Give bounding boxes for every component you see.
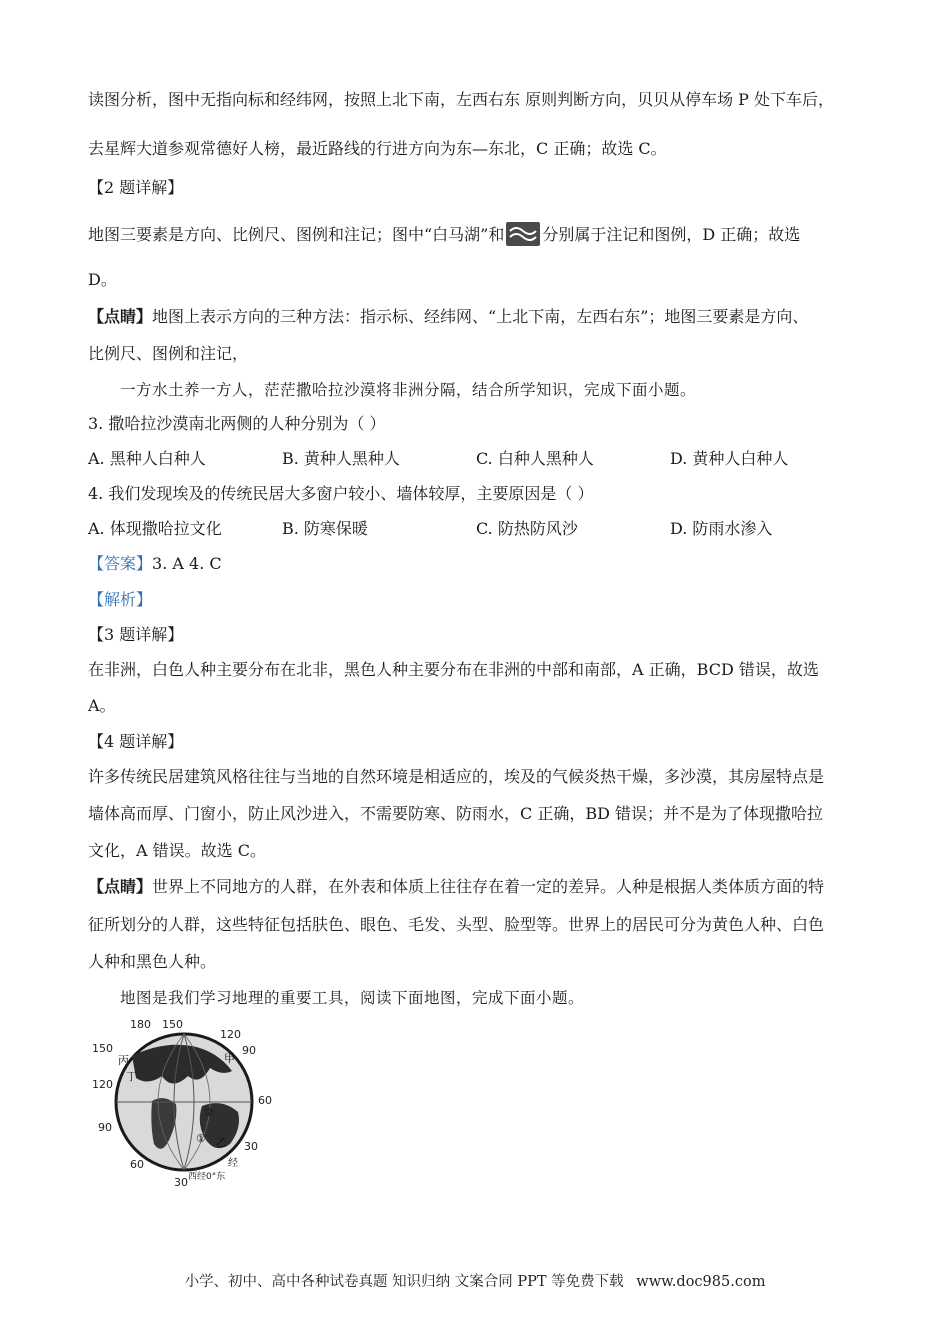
globe-label-150-top: 150 <box>162 1018 183 1031</box>
globe-label-180: 180 <box>130 1018 151 1031</box>
globe-label-90-top: 90 <box>242 1044 256 1057</box>
footer-url[interactable]: www.doc985.com <box>636 1274 766 1290</box>
tip1-text: 地图上表示方向的三种方法：指示标、经纬网、“上北下南，左西右东”；地图三要素是方向、 <box>152 307 809 326</box>
page-footer <box>0 1270 950 1291</box>
q4-option-b: B. 防寒保暖 <box>282 519 368 538</box>
tip1-line-2: 比例尺、图例和注记， <box>88 344 249 363</box>
answer-line <box>88 554 222 574</box>
globe-label-bing: 丙 <box>118 1054 129 1067</box>
question-3: 3. 撒哈拉沙漠南北两侧的人种分别为（ ） <box>88 414 386 433</box>
footer-text: 小学、初中、高中各种试卷真题 知识归纳 文案合同 PPT 等免费下载 <box>184 1274 624 1290</box>
globe-label-bottom: 西经0°东 <box>188 1172 226 1182</box>
globe-label-60-right: 60 <box>258 1094 272 1107</box>
question-4: 4. 我们发现埃及的传统民居大多窗户较小、墙体较厚，主要原因是（ ） <box>88 484 594 503</box>
q3-option-c: C. 白种人黑种人 <box>476 449 594 468</box>
intro-passage-2: 一方水土养一方人，茫茫撒哈拉沙漠将非洲分隔，结合所学知识，完成下面小题。 <box>120 381 697 399</box>
q4-option-c: C. 防热防风沙 <box>476 519 578 538</box>
globe-label-30-bottom: 30 <box>174 1176 188 1188</box>
q2-detail-heading: 【2 题详解】 <box>88 178 184 197</box>
q2-line-1 <box>88 222 800 246</box>
q4-detail-line-2: 墙体高而厚、门窗小，防止风沙进入，不需要防寒、防雨水，C 正确，BD 错误；并不是为了体现撒哈拉 <box>88 804 824 823</box>
line-p1-1: 读图分析，图中无指向标和经纬网，按照上北下南，左西右东 原则判断方向，贝贝从停车场 P 处下车后， <box>88 90 835 109</box>
globe-label-90-left: 90 <box>98 1121 112 1134</box>
globe-label-30-right: 30 <box>244 1140 258 1153</box>
globe-label-150-left: 150 <box>92 1042 113 1055</box>
tip2-label: 【点睛】 <box>88 877 153 896</box>
globe-label-60-left: 60 <box>130 1158 144 1171</box>
globe-label-jing: 经 <box>228 1158 238 1169</box>
tip2-line-2: 征所划分的人群，这些特征包括肤色、眼色、毛发、头型、脸型等。世界上的居民可分为黄色人种、白色 <box>88 915 825 934</box>
tip1-label: 【点睛】 <box>88 307 153 326</box>
q4-detail-heading: 【4 题详解】 <box>88 732 184 751</box>
globe-label-yi: 乙 <box>216 1136 227 1149</box>
q3-detail-heading: 【3 题详解】 <box>88 625 184 644</box>
globe-label-one: ① <box>196 1132 206 1145</box>
answer-text: 3. A 4. C <box>152 554 222 573</box>
globe-label-jia: 甲 <box>224 1052 235 1065</box>
tip2-line-3: 人种和黑色人种。 <box>88 952 217 971</box>
q2-text-a: 地图三要素是方向、比例尺、图例和注记；图中“白马湖”和 <box>88 225 505 244</box>
globe-label-ding: 丁 <box>126 1070 137 1083</box>
q3-detail-line-1: 在非洲，白色人种主要分布在北非，黑色人种主要分布在非洲的中部和南部，A 正确，BCD 错误，故选 <box>88 660 819 679</box>
globe-label-two: ② <box>204 1106 214 1119</box>
q3-detail-line-2: A。 <box>88 696 116 715</box>
q3-option-d: D. 黄种人白种人 <box>670 449 789 468</box>
line-p1-2: 去星辉大道参观常德好人榜，最近路线的行进方向为东—东北，C 正确；故选 C。 <box>88 139 667 158</box>
q4-detail-line-1: 许多传统民居建筑风格往往与当地的自然环境是相适应的，埃及的气候炎热干燥，多沙漠，其房屋特点是 <box>88 767 825 786</box>
intro-passage-3: 地图是我们学习地理的重要工具，阅读下面地图，完成下面小题。 <box>120 989 585 1007</box>
analysis-label: 【解析】 <box>88 590 153 609</box>
q4-option-d: D. 防雨水渗入 <box>670 519 773 538</box>
globe-label-120-top: 120 <box>220 1028 241 1041</box>
globe-map-figure <box>92 1016 278 1188</box>
answer-label: 【答案】 <box>88 554 153 573</box>
tip1-line-1 <box>88 307 808 327</box>
globe-label-120-left: 120 <box>92 1078 113 1091</box>
q4-detail-line-3: 文化，A 错误。故选 C。 <box>88 841 266 860</box>
legend-water-icon <box>506 222 540 246</box>
tip2-line-1 <box>88 877 824 897</box>
q2-line-2: D。 <box>88 270 117 289</box>
q3-option-b: B. 黄种人黑种人 <box>282 449 400 468</box>
q4-option-a: A. 体现撒哈拉文化 <box>88 519 222 538</box>
q3-option-a: A. 黑种人白种人 <box>88 449 206 468</box>
tip2-text: 世界上不同地方的人群，在外表和体质上往往存在着一定的差异。人种是根据人类体质方面的特 <box>152 877 825 896</box>
q2-text-b: 分别属于注记和图例，D 正确；故选 <box>542 225 801 244</box>
